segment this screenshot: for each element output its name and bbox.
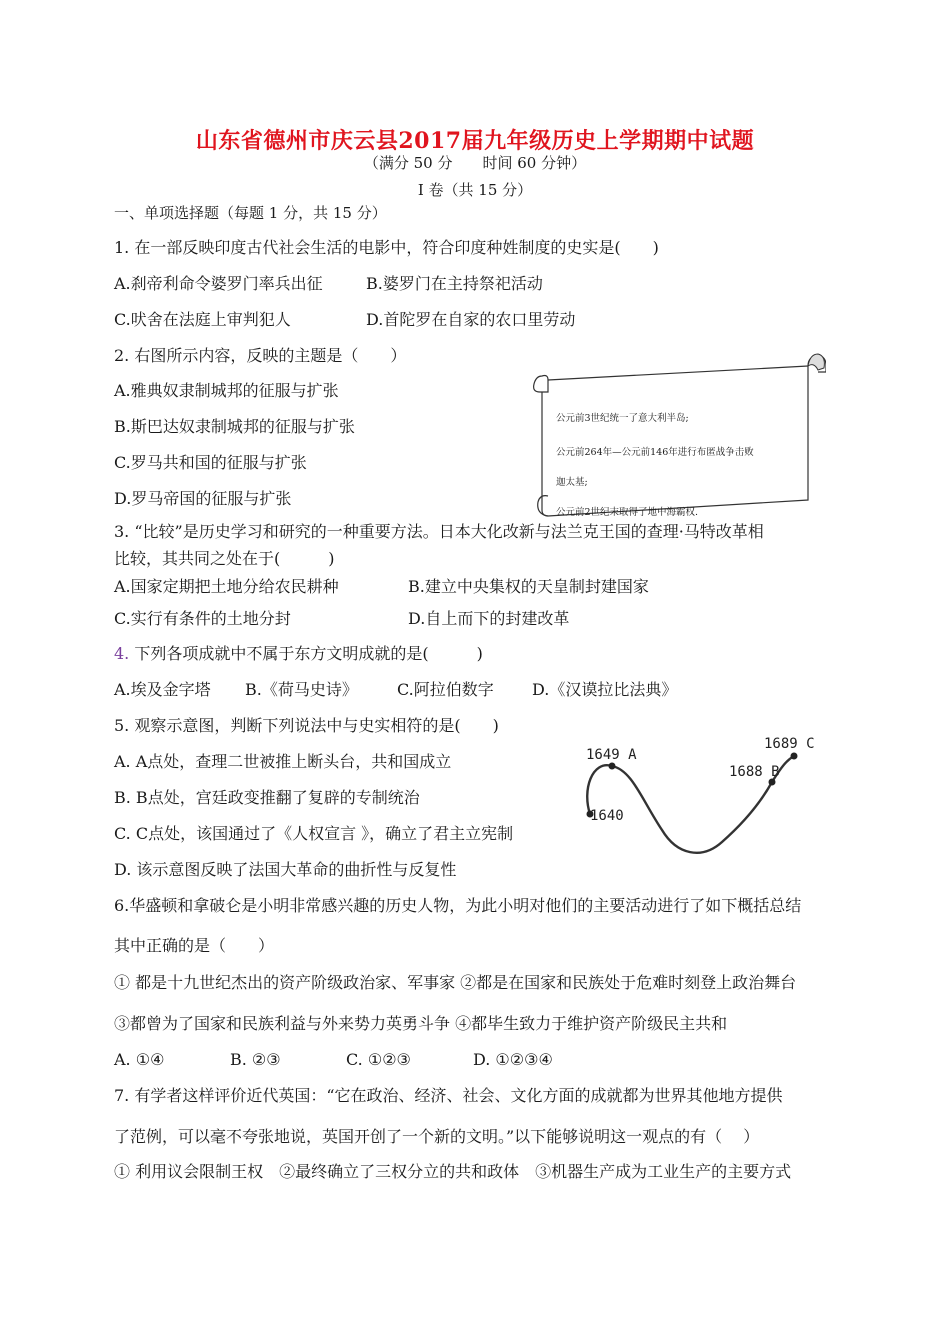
- point-a: [609, 763, 616, 770]
- scroll-line-2: 公元前264年—公元前146年进行布匿战争击败: [556, 447, 754, 458]
- q3-option-c: C.实行有条件的土地分封: [114, 609, 291, 628]
- volume-heading: Ⅰ 卷（共 15 分）: [417, 181, 533, 199]
- exam-meta: （满分 50 分 时间 60 分钟）: [363, 154, 587, 172]
- q3-stem-line1: 3. “比较”是历史学习和研究的一种重要方法。日本大化改新与法兰克王国的查理·马特改革相: [114, 522, 764, 541]
- q2-option-c: C.罗马共和国的征服与扩张: [114, 453, 307, 472]
- q1-option-b: B.婆罗门在主持祭祀活动: [366, 274, 543, 293]
- q6-stem-line2: 其中正确的是（ ）: [114, 936, 275, 955]
- q6-option-c: C. ①②③: [346, 1050, 411, 1069]
- q1-option-a: A.刹帝利命令婆罗门率兵出征: [114, 274, 323, 293]
- label-1649-a: 1649 A: [586, 747, 637, 763]
- label-1640: 1640: [590, 808, 624, 824]
- scroll-line-1: 公元前3世纪统一了意大利半岛;: [556, 413, 689, 424]
- q5-option-d: D. 该示意图反映了法国大革命的曲折性与反复性: [114, 860, 457, 879]
- label-1689-c: 1689 C: [764, 736, 815, 752]
- q4-option-b: B.《荷马史诗》: [245, 680, 358, 699]
- scroll-line-3: 迦太基;: [556, 477, 588, 488]
- q3-option-d: D.自上而下的封建改革: [408, 609, 570, 628]
- q4-option-d: D.《汉谟拉比法典》: [532, 680, 678, 699]
- q3-option-a: A.国家定期把土地分给农民耕种: [114, 577, 339, 596]
- scroll-figure: [528, 350, 826, 518]
- q4-option-c: C.阿拉伯数字: [397, 680, 494, 699]
- q6-statement-2: ③都曾为了国家和民族利益与外来势力英勇斗争 ④都毕生致力于维护资产阶级民主共和: [114, 1014, 728, 1033]
- point-c: [791, 753, 798, 760]
- page-title: 山东省德州市庆云县2017届九年级历史上学期期中试题: [195, 128, 755, 154]
- q2-option-d: D.罗马帝国的征服与扩张: [114, 489, 292, 508]
- q4-number: 4.: [114, 644, 130, 663]
- q2-option-a: A.雅典奴隶制城邦的征服与扩张: [114, 381, 339, 400]
- q1-stem: 1. 在一部反映印度古代社会生活的电影中，符合印度种姓制度的史实是( ): [114, 238, 659, 257]
- q7-statement-1: ① 利用议会限制王权 ②最终确立了三权分立的共和政体 ③机器生产成为工业生产的主要方式: [114, 1162, 792, 1181]
- q1-option-c: C.吠舍在法庭上审判犯人: [114, 310, 291, 329]
- q6-statement-1: ① 都是十九世纪杰出的资产阶级政治家、军事家 ②都是在国家和民族处于危难时刻登上政治舞台: [114, 973, 797, 992]
- q6-option-b: B. ②③: [230, 1050, 281, 1069]
- q6-option-d: D. ①②③④: [473, 1050, 553, 1069]
- q5-option-a: A. A点处，查理二世被推上断头台，共和国成立: [114, 752, 452, 771]
- label-1688-b: 1688 B: [729, 764, 780, 780]
- q2-option-b: B.斯巴达奴隶制城邦的征服与扩张: [114, 417, 355, 436]
- q5-stem: 5. 观察示意图，判断下列说法中与史实相符的是( ): [114, 716, 499, 735]
- q2-stem: 2. 右图所示内容，反映的主题是（ ）: [114, 346, 407, 365]
- scroll-line-4: 公元前2世纪末取得了地中海霸权.: [556, 507, 699, 518]
- q1-option-d: D.首陀罗在自家的农口里劳动: [366, 310, 576, 329]
- q5-option-b: B. B点处，宫廷政变推翻了复辟的专制统治: [114, 788, 420, 807]
- q3-stem-line2: 比较，其共同之处在于( ): [114, 549, 335, 568]
- q4-stem-text: 下列各项成就中不属于东方文明成就的是( ): [129, 644, 483, 663]
- q6-option-a: A. ①④: [114, 1050, 165, 1069]
- q5-option-c: C. C点处，该国通过了《人权宣言 》，确立了君主立宪制: [114, 824, 514, 843]
- q7-stem-line1: 7. 有学者这样评价近代英国：“它在政治、经济、社会、文化方面的成就都为世界其他地方提供: [114, 1086, 783, 1105]
- section-heading: 一、单项选择题（每题 1 分，共 15 分）: [114, 204, 387, 222]
- q7-stem-line2: 了范例，可以毫不夸张地说，英国开创了一个新的文明。”以下能够说明这一观点的有（ ）: [114, 1127, 760, 1146]
- q4-stem: [114, 644, 483, 664]
- q6-stem-line1: 6.华盛顿和拿破仑是小明非常感兴趣的历史人物，为此小明对他们的主要活动进行了如下概括总结: [114, 896, 802, 915]
- q4-option-a: A.埃及金字塔: [114, 680, 211, 699]
- q3-option-b: B.建立中央集权的天皇制封建国家: [408, 577, 649, 596]
